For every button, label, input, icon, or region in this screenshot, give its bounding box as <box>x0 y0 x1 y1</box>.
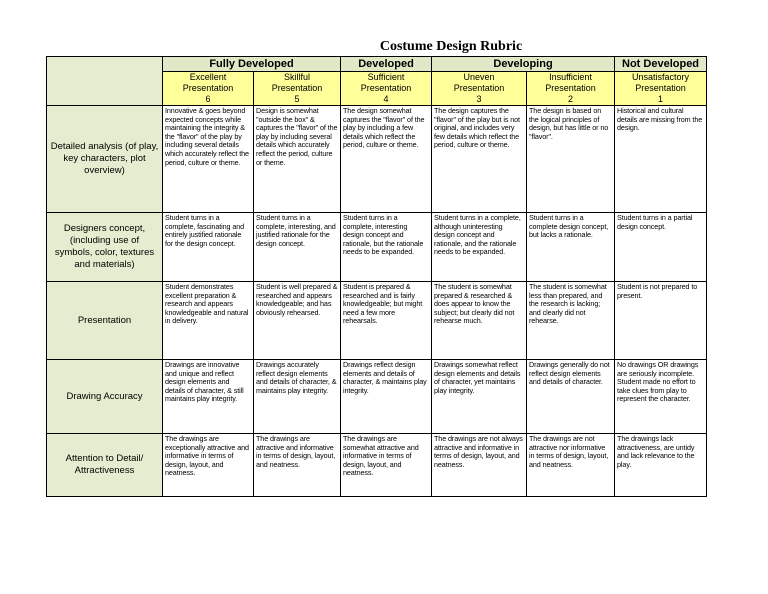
level-label: Presentation <box>271 83 323 93</box>
rubric-cell: Student turns in a complete design concept, but lacks a rationale. <box>527 213 615 282</box>
rubric-cell: Innovative & goes beyond expected concepts while maintaining the integrity & the "flavor" of the play by including several details which accurately reflect the period, culture or theme. <box>163 106 254 213</box>
level-header <box>527 72 615 106</box>
rubric-row-drawing-accuracy <box>47 360 707 434</box>
rubric-cell: Student turns in a complete, interesting, and justified rationale for the design concept. <box>254 213 341 282</box>
group-fully-developed: Fully Developed <box>163 57 341 72</box>
level-header <box>163 72 254 106</box>
level-header <box>615 72 707 106</box>
criterion-label: Designers concept, (including use of symbols, color, textures and materials) <box>47 213 163 282</box>
criterion-label: Drawing Accuracy <box>47 360 163 434</box>
level-name: Insufficient <box>549 72 592 82</box>
rubric-row-designers-concept <box>47 213 707 282</box>
level-score: 2 <box>568 94 574 104</box>
level-header <box>254 72 341 106</box>
criterion-label: Presentation <box>47 282 163 360</box>
level-label: Presentation <box>545 83 596 93</box>
group-header-row <box>47 57 707 72</box>
level-header <box>341 72 432 106</box>
rubric-row-attention-to-detail <box>47 434 707 497</box>
rubric-cell: Student turns in a complete, although uninteresting design concept and rationale, and the rationale needs to be expanded. <box>432 213 527 282</box>
criterion-label: Attention to Detail/ Attractiveness <box>47 434 163 497</box>
rubric-cell: The design somewhat captures the "flavor" of the play by including a few details which reflect the period, culture or theme. <box>341 106 432 213</box>
rubric-cell: Student is prepared & researched and is fairly knowledgeable; but might need a few more rehearsals. <box>341 282 432 360</box>
rubric-cell: Student turns in a complete, fascinating and entirely justified rationale for the design concept. <box>163 213 254 282</box>
rubric-cell: Student is well prepared & researched and appears knowledgeable; and has obviously rehearsed. <box>254 282 341 360</box>
rubric-cell: The drawings are somewhat attractive and informative in terms of design, layout, and neatness. <box>341 434 432 497</box>
level-label: Presentation <box>453 83 505 93</box>
corner-cell <box>47 57 163 106</box>
rubric-cell: The drawings are exceptionally attractive and informative in terms of design, layout, and neatness. <box>163 434 254 497</box>
group-developing: Developing <box>432 57 615 72</box>
level-name: Excellent <box>189 72 227 82</box>
level-header <box>432 72 527 106</box>
rubric-cell: The student is somewhat less than prepared, and the research is lacking; and clearly did not rehearse. <box>527 282 615 360</box>
rubric-cell: Student is not prepared to present. <box>615 282 707 360</box>
level-label: Presentation <box>360 83 412 93</box>
rubric-cell: Drawings accurately reflect design elements and details of character, & maintains play integrity. <box>254 360 341 434</box>
group-not-developed: Not Developed <box>615 57 707 72</box>
rubric-cell: Drawings generally do not reflect design elements and details of character. <box>527 360 615 434</box>
rubric-cell: Student demonstrates excellent preparation & research and appears knowledgeable and natural in delivery. <box>163 282 254 360</box>
level-score: 4 <box>383 94 389 104</box>
level-label: Presentation <box>182 83 234 93</box>
level-score: 3 <box>476 94 482 104</box>
criterion-label: Detailed analysis (of play, key characters, plot overview) <box>47 106 163 213</box>
level-name: Sufficient <box>367 72 405 82</box>
rubric-row-detailed-analysis <box>47 106 707 213</box>
rubric-cell: Design is somewhat "outside the box" & captures the "flavor" of the play by including several details which accurately reflect the period, culture or theme. <box>254 106 341 213</box>
rubric-cell: The drawings are not attractive nor informative in terms of design, layout, and neatness. <box>527 434 615 497</box>
rubric-table <box>46 56 707 497</box>
rubric-cell: Student turns in a partial design concept. <box>615 213 707 282</box>
rubric-cell: The design is based on the logical principles of design, but has little or no "flavor". <box>527 106 615 213</box>
rubric-row-presentation <box>47 282 707 360</box>
rubric-cell: Drawings reflect design elements and details of character, & maintains play integrity. <box>341 360 432 434</box>
rubric-cell: No drawings OR drawings are seriously incomplete. Student made no effort to take clues from play to represent the character. <box>615 360 707 434</box>
rubric-cell: The student is somewhat prepared & researched & does appear to know the subject; but clearly did not rehearse much. <box>432 282 527 360</box>
rubric-cell: The drawings are attractive and informative in terms of design, layout, and neatness. <box>254 434 341 497</box>
level-name: Uneven <box>463 72 495 82</box>
rubric-cell: Drawings are innovative and unique and reflect design elements and details of character, & still maintains play integrity. <box>163 360 254 434</box>
rubric-cell: The design captures the "flavor" of the play but is not original, and includes very few details which reflect the period, culture or theme. <box>432 106 527 213</box>
rubric-cell: Historical and cultural details are missing from the design. <box>615 106 707 213</box>
rubric-cell: Student turns in a complete, interesting design concept and rationale, but the rationale needs to be expanded. <box>341 213 432 282</box>
page-title: Costume Design Rubric <box>379 39 523 54</box>
level-score: 6 <box>205 94 211 104</box>
level-label: Presentation <box>635 83 686 93</box>
rubric-cell: The drawings are not always attractive and informative in terms of design, layout, and neatness. <box>432 434 527 497</box>
level-name: Skillful <box>284 72 311 82</box>
rubric-cell: The drawings lack attractiveness, are untidy and lack relevance to the play. <box>615 434 707 497</box>
level-score: 1 <box>658 94 664 104</box>
level-score: 5 <box>294 94 300 104</box>
rubric-cell: Drawings somewhat reflect design elements and details of character, yet maintains play integrity. <box>432 360 527 434</box>
level-name: Unsatisfactory <box>632 72 690 82</box>
group-developed: Developed <box>341 57 432 72</box>
